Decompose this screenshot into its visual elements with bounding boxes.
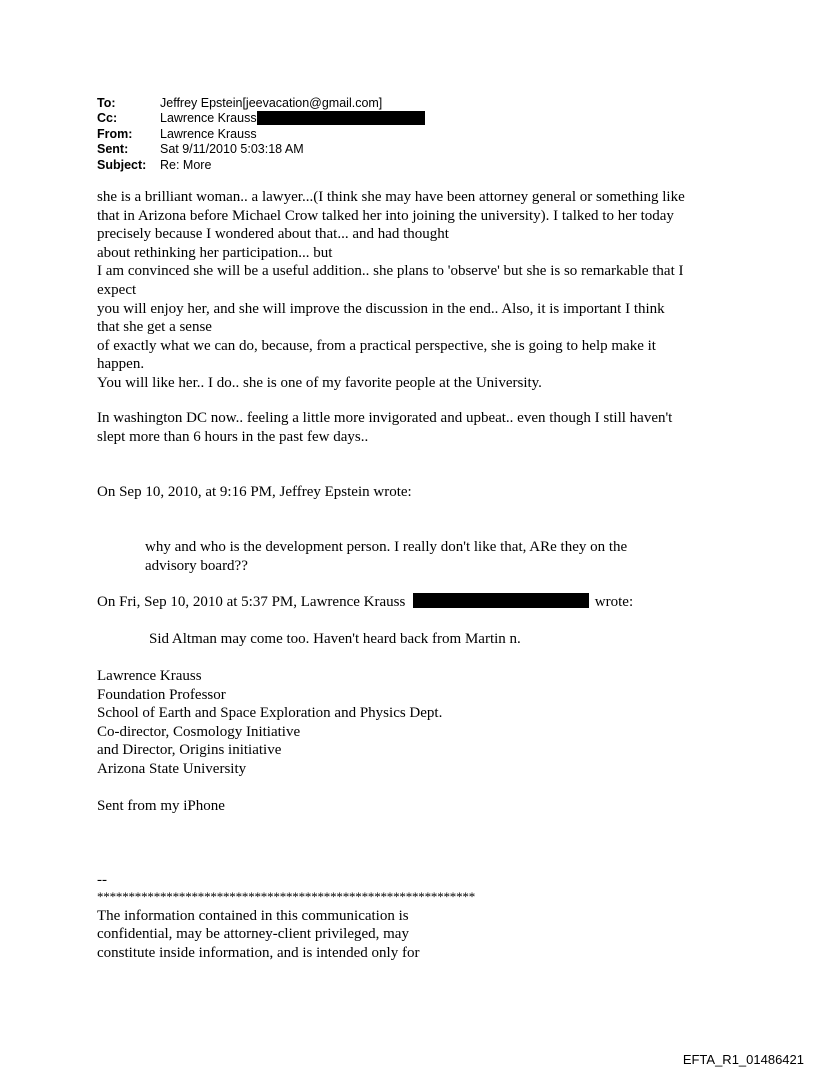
body-line: she is a brilliant woman.. a lawyer...(I think she may have been attorney general or something like	[97, 189, 685, 205]
header-subject-row	[97, 158, 425, 173]
body-line: expect	[97, 281, 137, 298]
disclaimer-stars: ************************************************************	[97, 888, 476, 904]
header-to-row	[97, 96, 425, 111]
body-line: about rethinking her participation... but	[97, 244, 333, 261]
body-line: In washington DC now.. feeling a little more invigorated and upbeat.. even though I still haven't	[97, 410, 673, 426]
message-body-dc	[97, 409, 672, 446]
body-line: slept more than 6 hours in the past few days..	[97, 428, 369, 445]
header-sent-row	[97, 142, 425, 157]
signature-line: Lawrence Krauss	[97, 668, 202, 684]
quote1-line: why and who is the development person. I really don't like that, ARe they on the	[145, 539, 628, 555]
quote2-attribution-prefix: On Fri, Sep 10, 2010 at 5:37 PM, Lawrence Krauss	[97, 594, 406, 610]
disclaimer-dashes: --	[97, 872, 107, 888]
subject-label: Subject:	[97, 157, 147, 172]
signature-line: and Director, Origins initiative	[97, 742, 282, 759]
document-id: EFTA_R1_01486421	[682, 1052, 804, 1067]
from-label: From:	[97, 126, 133, 141]
body-line: happen.	[97, 356, 145, 373]
cc-label: Cc:	[97, 111, 118, 126]
body-line: precisely because I wondered about that... and had thought	[97, 226, 449, 243]
sent-label: Sent:	[97, 142, 129, 157]
disclaimer-line: The information contained in this communication is	[97, 907, 409, 924]
body-line: of exactly what we can do, because, from a practical perspective, she is going to help make it	[97, 337, 656, 354]
disclaimer-line: confidential, may be attorney-client privileged, may	[97, 926, 409, 943]
from-value: Lawrence Krauss	[160, 126, 257, 141]
sent-value: Sat 9/11/2010 5:03:18 AM	[160, 142, 304, 157]
sent-from-line: Sent from my iPhone	[97, 798, 225, 814]
redaction-bar	[413, 593, 589, 608]
redaction-bar	[257, 111, 425, 125]
header-cc-row	[97, 111, 425, 126]
to-label: To:	[97, 96, 116, 110]
body-line: I am convinced she will be a useful addition.. she plans to 'observe' but she is so remarkable that I	[97, 263, 684, 280]
body-line: that in Arizona before Michael Crow talked her into joining the university). I talked to her today	[97, 207, 674, 224]
signature-line: Foundation Professor	[97, 686, 226, 703]
quote2-message: Sid Altman may come too. Haven't heard back from Martin n.	[149, 631, 521, 647]
quote1-message	[145, 538, 627, 575]
quote2-attribution-suffix: wrote:	[594, 594, 634, 610]
quote2-attribution	[97, 593, 633, 612]
disclaimer	[97, 871, 475, 962]
email-header	[97, 96, 425, 173]
signature-line: School of Earth and Space Exploration and Physics Dept.	[97, 705, 443, 722]
to-value: Jeffrey Epstein[jeevacation@gmail.com]	[160, 96, 383, 110]
signature	[97, 667, 442, 779]
body-line: that she get a sense	[97, 319, 212, 336]
header-from-row	[97, 127, 425, 142]
signature-line: Arizona State University	[97, 760, 247, 777]
quote1-attribution: On Sep 10, 2010, at 9:16 PM, Jeffrey Epstein wrote:	[97, 484, 412, 500]
quote1-line: advisory board??	[145, 557, 248, 574]
body-line: you will enjoy her, and she will improve the discussion in the end.. Also, it is important I think	[97, 300, 665, 317]
subject-value: Re: More	[160, 157, 212, 172]
body-line: You will like her.. I do.. she is one of my favorite people at the University.	[97, 374, 542, 391]
signature-line: Co-director, Cosmology Initiative	[97, 723, 301, 740]
cc-value: Lawrence Krauss	[160, 111, 257, 126]
disclaimer-line: constitute inside information, and is intended only for	[97, 944, 420, 961]
message-body	[97, 188, 685, 393]
